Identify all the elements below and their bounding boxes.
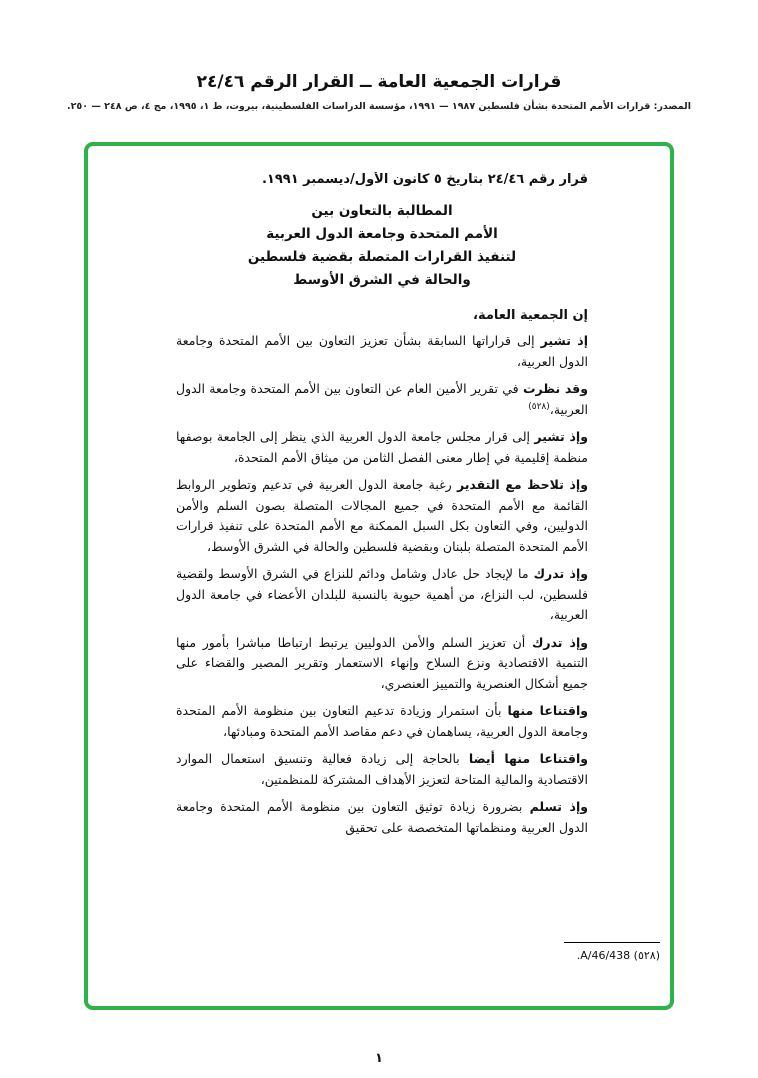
paragraph-lead: وإذ تدرك	[531, 634, 588, 650]
heading-line: والحالة في الشرق الأوسط	[293, 272, 471, 288]
paragraph	[176, 427, 588, 468]
footnote-reference: A/46/438.	[576, 949, 631, 962]
footnote-marker: (٥٢٨)	[528, 401, 550, 412]
paragraph-lead: وإذ تلاحظ مع التقدير	[456, 477, 588, 492]
paragraph	[176, 749, 588, 790]
paragraph-text: ما لإيجاد حل عادل وشامل ودائم للنزاع في الشرق الأوسط ولقضية فلسطين، لب النزاع، من أهمية حيوية بالنسبة للبلدان الأعضاء في جامعة الدول العربية،	[176, 566, 588, 622]
footnote-divider	[564, 942, 660, 943]
resolution-body	[176, 172, 588, 944]
heading-line: الأمم المتحدة وجامعة الدول العربية	[266, 226, 498, 242]
paragraph-lead: وإذ تسلم	[529, 799, 588, 814]
paragraph-lead: وإذ تشير	[534, 429, 588, 444]
paragraph	[176, 701, 588, 742]
paragraph	[176, 379, 588, 420]
heading-line: المطالبة بالتعاون بين	[311, 203, 453, 219]
paragraph-text: إلى قراراتها السابقة بشأن تعزيز التعاون بين الأمم المتحدة وجامعة الدول العربية،	[176, 333, 588, 369]
heading-line: لتنفيذ القرارات المتصلة بقضية فلسطين	[247, 249, 517, 265]
paragraph-text: في تقرير الأمين العام عن التعاون بين الأمم المتحدة وجامعة الدول العربية،	[176, 381, 588, 417]
paragraph-text: إلى قرار مجلس جامعة الدول العربية الذي ينظر إلى الجامعة بوصفها منظمة إقليمية في إطار معنى الفصل الثامن من ميثاق الأمم المتحدة،	[176, 429, 588, 465]
paragraph-lead: وإذ تدرك	[533, 566, 588, 581]
paragraph	[176, 331, 588, 372]
footnote	[564, 942, 660, 962]
page-number: ١	[375, 1051, 383, 1066]
paragraph-text: بضرورة زيادة توثيق التعاون بين منظومة الأمم المتحدة وجامعة الدول العربية ومنظماتها المتخصصة على تحقيق	[176, 799, 588, 835]
page-header	[0, 0, 758, 112]
paragraph	[176, 633, 588, 695]
paragraph	[176, 564, 588, 626]
paragraph-lead: إذ تشير	[540, 333, 588, 348]
resolution-heading	[176, 200, 588, 292]
paragraph	[176, 797, 588, 838]
footnote-number: (٥٢٨)	[633, 949, 660, 962]
paragraph-text: بالحاجة إلى زيادة فعالية وتنسيق استعمال الموارد الاقتصادية والمالية المتاحة لتعزيز الأهداف المشتركة للمنظمتين،	[176, 751, 588, 787]
paragraph	[176, 475, 588, 557]
paragraph-text: رغبة جامعة الدول العربية في تدعيم وتطوير الروابط القائمة مع الأمم المتحدة في جميع المجالات المتصلة بصون السلم والأمن الدوليين، وفي التعاون بكل السبل الممكنة مع الأمم المتحدة على تنفيذ قرارات الأمم المتحدة المتصلة بلبنان وبقضية فلسطين والحالة في الشرق الأوسط،	[176, 477, 588, 554]
source-citation: المصدر: قرارات الأمم المتحدة بشأن فلسطين ١٩٨٧ — ١٩٩١، مؤسسة الدراسات الفلسطينية، بيروت، ط ١، ١٩٩٥، مج ٤، ص ٢٤٨ — ٢٥٠.	[67, 101, 691, 112]
opening-line: إن الجمعية العامة،	[473, 308, 588, 323]
paragraph-text: بأن استمرار وزيادة تدعيم التعاون بين منظومة الأمم المتحدة وجامعة الدول العربية، يساهمان في دعم مقاصد الأمم المتحدة ومبادئها،	[176, 703, 588, 739]
resolution-date-line: قرار رقم ٢٤/٤٦ بتاريخ ٥ كانون الأول/ديسمبر ١٩٩١.	[261, 172, 588, 187]
paragraph-lead: واقتناعا منها	[507, 703, 588, 718]
paragraph-lead: واقتناعا منها أيضا	[468, 751, 588, 766]
resolution-frame	[84, 142, 674, 1010]
footnote-text	[564, 949, 660, 962]
paragraph-text: أن تعزيز السلم والأمن الدوليين يرتبط ارتباطا مباشرا بأمور منها التنمية الاقتصادية ونزع السلاح وإنهاء الاستعمار وتقرير المصير والقضاء على جميع أشكال العنصرية والتمييز العنصري،	[176, 634, 588, 691]
page-title: قرارات الجمعية العامة ــ القرار الرقم ٢٤/٤٦	[196, 72, 562, 92]
paragraph-lead: وقد نظرت	[522, 381, 588, 396]
